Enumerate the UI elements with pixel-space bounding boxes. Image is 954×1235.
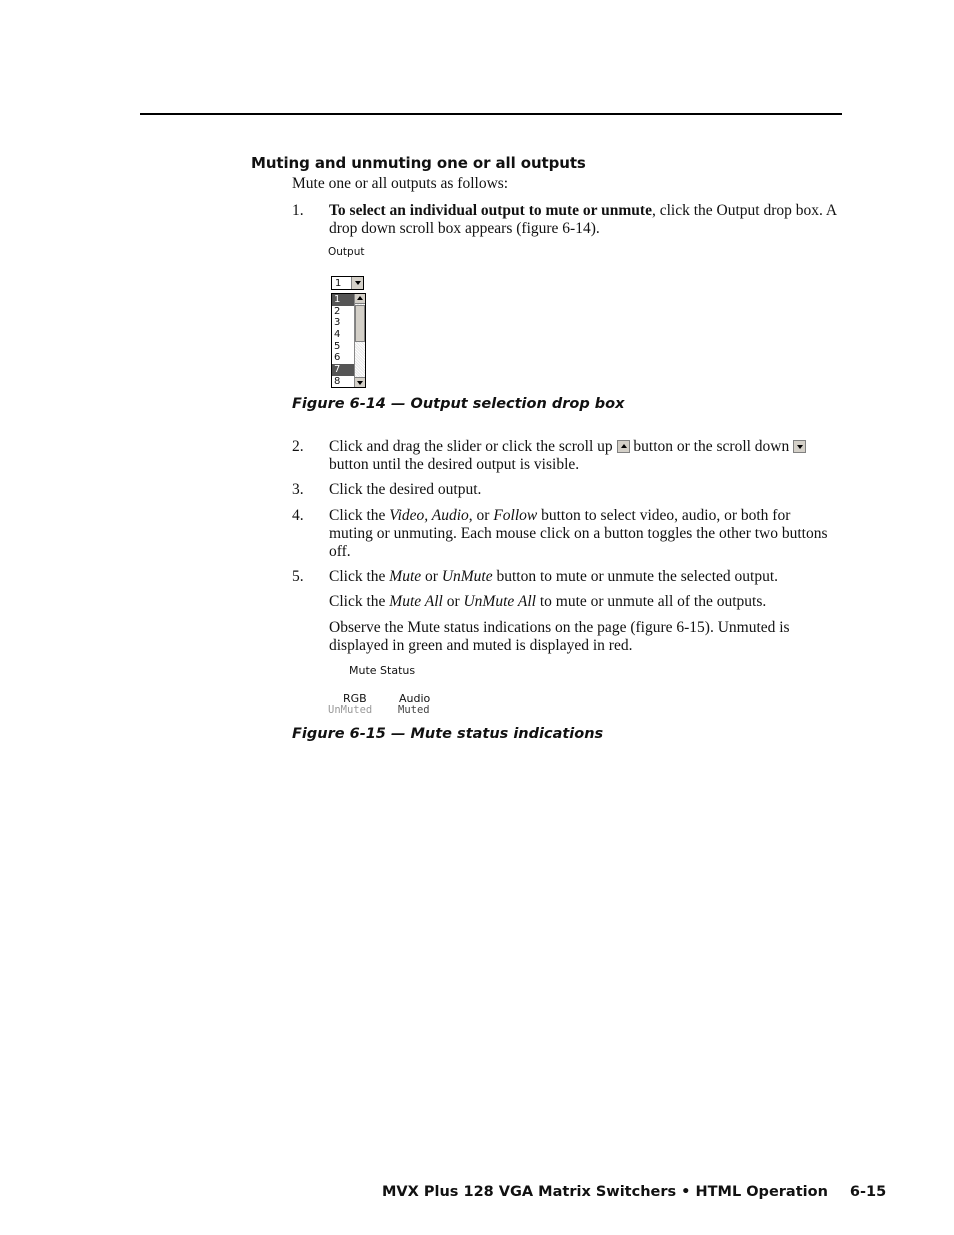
chevron-down-icon: [355, 281, 361, 285]
step-4-t2: , or: [468, 507, 494, 524]
scrollbar-thumb[interactable]: [355, 305, 365, 342]
step-2-number: 2.: [292, 438, 304, 455]
step-5-observe-text: Observe the Mute status indications on the page (figure 6-15). Unmuted is displayed in green and muted is displayed in red.: [329, 619, 790, 654]
intro-text: Mute one or all outputs as follows:: [292, 175, 509, 192]
list-item[interactable]: 4: [334, 329, 341, 341]
step-3-number: 3.: [292, 481, 304, 498]
step-5-t1: Click the: [329, 568, 390, 585]
vertical-scrollbar[interactable]: [354, 294, 365, 387]
output-dropdown-value: 1: [335, 278, 342, 289]
output-listbox[interactable]: [331, 293, 366, 388]
list-item[interactable]: 5: [334, 340, 341, 352]
header-rule: [140, 113, 842, 115]
scroll-up-icon: [617, 440, 630, 453]
step-2-text: [329, 438, 844, 474]
step-1-rest: , click the Output drop box. A drop down scroll box appears (figure 6-14).: [329, 202, 837, 237]
audio-status: Muted: [398, 704, 430, 716]
page-footer: [382, 1184, 886, 1200]
section-heading: Muting and unmuting one or all outputs: [251, 154, 586, 172]
step-5b-i2: UnMute All: [463, 593, 536, 610]
arrow-down-icon: [357, 381, 363, 385]
arrow-down-glyph: [797, 445, 803, 449]
step-5-number: 5.: [292, 568, 304, 585]
rgb-label: RGB: [343, 692, 367, 705]
output-dropdown[interactable]: [331, 276, 364, 290]
step-4-t1: Click the: [329, 507, 390, 524]
output-list: [332, 294, 354, 388]
dropdown-button[interactable]: [351, 277, 363, 289]
page-number: 6-15: [849, 1184, 887, 1200]
step-4-t3: button to select video, audio, or both for muting or unmuting. Each mouse click on a button toggles the other two buttons off.: [329, 507, 828, 560]
figure-6-14-caption: Figure 6-14 — Output selection drop box: [292, 396, 625, 412]
mute-status-title: Mute Status: [349, 664, 416, 677]
audio-label: Audio: [399, 692, 431, 705]
step-3-text: Click the desired output.: [329, 481, 482, 498]
step-4-text: [329, 507, 829, 561]
step-4-i1: Video, Audio: [389, 507, 469, 524]
step-5-t2: or: [421, 568, 442, 585]
rgb-status: UnMuted: [328, 704, 373, 716]
step-5-text: [329, 568, 844, 586]
footer-title: MVX Plus 128 VGA Matrix Switchers • HTML Operation: [382, 1184, 828, 1200]
list-item[interactable]: 2: [334, 305, 341, 317]
list-item[interactable]: 6: [334, 352, 341, 364]
step-1-text: [329, 202, 844, 238]
step-5-mute-all-text: [329, 593, 844, 611]
step-5-t3: button to mute or unmute the selected output.: [492, 568, 779, 585]
list-item[interactable]: 8: [334, 375, 341, 387]
list-item[interactable]: 3: [334, 317, 341, 329]
step-5b-t1: Click the: [329, 593, 390, 610]
list-item[interactable]: 7: [332, 364, 354, 376]
step-2-part2: button or the scroll down: [633, 438, 790, 455]
arrow-up-glyph: [621, 444, 627, 448]
step-4-i2: Follow: [493, 507, 538, 524]
figure-6-15-caption: Figure 6-15 — Mute status indications: [292, 726, 604, 742]
step-5-i1: Mute: [389, 568, 422, 585]
arrow-up-icon: [357, 296, 363, 300]
scroll-up-button[interactable]: [355, 294, 365, 304]
step-5b-t3: to mute or unmute all of the outputs.: [535, 593, 767, 610]
step-1-bold: To select an individual output to mute or unmute: [329, 202, 652, 219]
list-item[interactable]: 1: [332, 294, 354, 306]
step-2-part1: Click and drag the slider or click the scroll up: [329, 438, 613, 455]
step-1-number: 1.: [292, 202, 304, 219]
scroll-down-button[interactable]: [355, 377, 365, 387]
step-5b-t2: or: [442, 593, 464, 610]
step-5-i2: UnMute: [441, 568, 493, 585]
output-label: Output: [328, 246, 365, 258]
step-4-number: 4.: [292, 507, 304, 524]
step-5b-i1: Mute All: [389, 593, 443, 610]
step-2-part3: button until the desired output is visible.: [329, 456, 580, 473]
scroll-down-icon: [793, 440, 806, 453]
